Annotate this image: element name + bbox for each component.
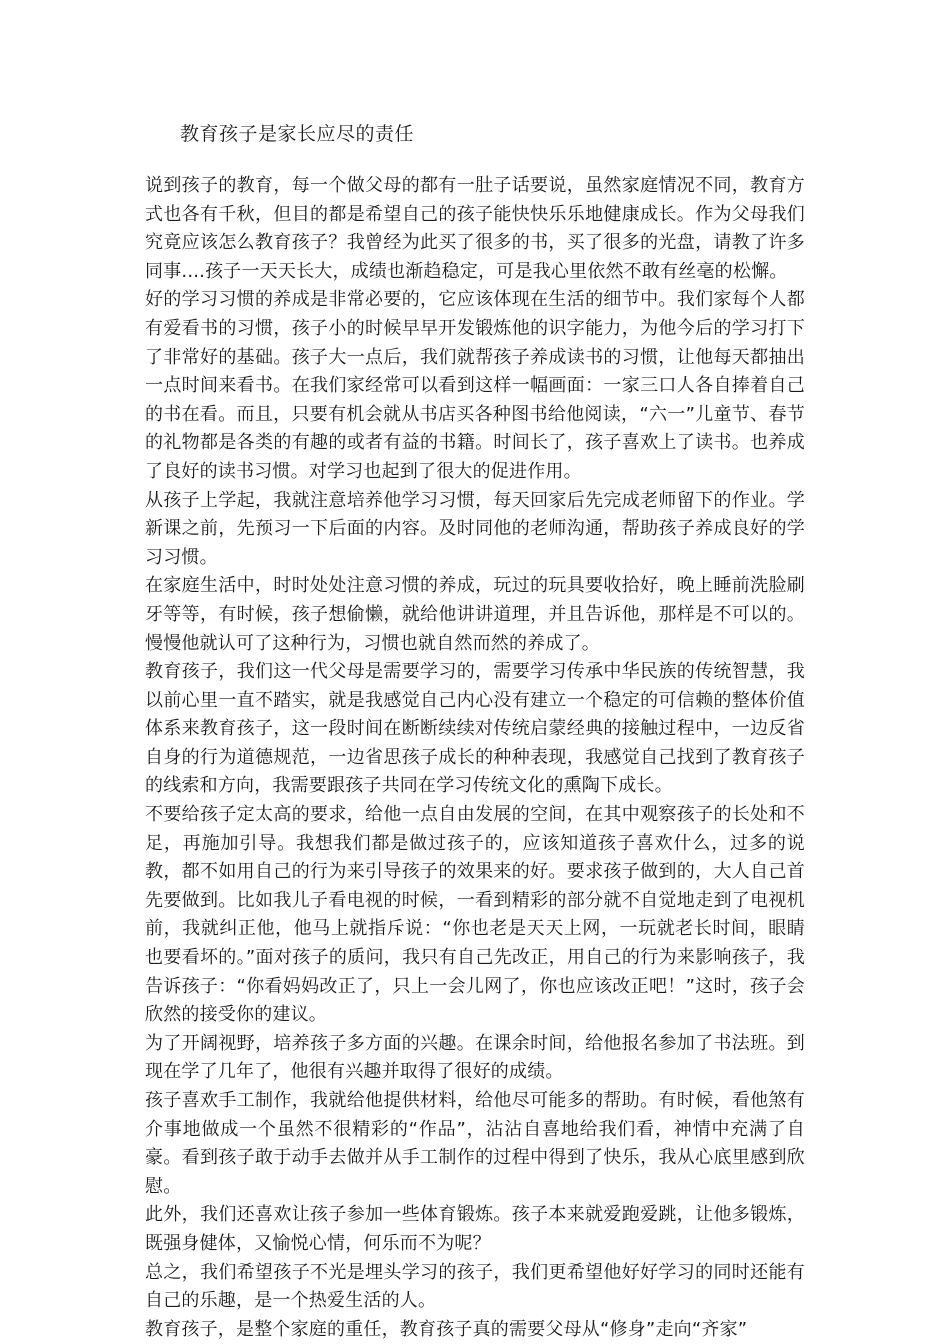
paragraph: 不要给孩子定太高的要求，给他一点自由发展的空间，在其中观察孩子的长处和不足，再施加引导。我想我们都是做过孩子的，应该知道孩子喜欢什么，过多的说教，都不如用自己的行为来引导孩子的效果来的好。要求孩子做到的，大人自己首先要做到。比如我儿子看电视的时候，一看到精彩的部分就不自觉地走到了电视机前，我就纠正他，他马上就指斥说：“你也老是天天上网，一玩就老长时间，眼睛也要看坏的。”面对孩子的质问，我只有自己先改正，用自己的行为来影响孩子，我告诉孩子：“你看妈妈改正了，只上一会儿网了，你也应该改正吧！”这时，孩子会欣然的接受你的建议。 [145, 804, 805, 1026]
paragraph: 在家庭生活中，时时处处注意习惯的养成，玩过的玩具要收拾好，晚上睡前洗脸刷牙等等，有时候，孩子想偷懒，就给他讲讲道理，并且告诉他，那样是不可以的。慢慢他就认可了这种行为，习惯也就自然而然的养成了。 [145, 575, 805, 654]
paragraph: 好的学习习惯的养成是非常必要的，它应该体现在生活的细节中。我们家每个人都有爱看书的习惯，孩子小的时候早早开发锻炼他的识字能力，为他今后的学习打下了非常好的基础。孩子大一点后，我们就帮孩子养成读书的习惯，让他每天都抽出一点时间来看书。在我们家经常可以看到这样一幅画面：一家三口人各自捧着自己的书在看。而且，只要有机会就从书店买各种图书给他阅读，“六一”儿童节、春节的礼物都是各类的有趣的或者有益的书籍。时间长了，孩子喜欢上了读书。也养成了良好的读书习惯。对学习也起到了很大的促进作用。 [145, 289, 805, 482]
document-body [145, 172, 805, 1344]
paragraph: 此外，我们还喜欢让孩子参加一些体育锻炼。孩子本来就爱跑爱跳，让他多锻炼，既强身健体，又愉悦心情，何乐而不为呢？ [145, 1204, 805, 1254]
paragraph: 教育孩子，我们这一代父母是需要学习的，需要学习传承中华民族的传统智慧，我以前心里一直不踏实，就是我感觉自己内心没有建立一个稳定的可信赖的整体价值体系来教育孩子，这一段时间在断断续续对传统启蒙经典的接触过程中，一边反省自身的行为道德规范，一边省思孩子成长的种种表现，我感觉自己找到了教育孩子的线索和方向，我需要跟孩子共同在学习传统文化的熏陶下成长。 [145, 661, 805, 797]
paragraph: 从孩子上学起，我就注意培养他学习习惯，每天回家后先完成老师留下的作业。学新课之前，先预习一下后面的内容。及时同他的老师沟通，帮助孩子养成良好的学习习惯。 [145, 489, 805, 568]
document-title: 教育孩子是家长应尽的责任 [180, 123, 415, 145]
paragraph: 教育孩子，是整个家庭的重任，教育孩子真的需要父母从“修身”走向“齐家” [145, 1318, 748, 1340]
paragraph: 孩子喜欢手工制作，我就给他提供材料，给他尽可能多的帮助。有时候，看他煞有介事地做成一个虽然不很精彩的“作品”，沾沾自喜地给我们看，神情中充满了自豪。看到孩子敢于动手去做并从手工制作的过程中得到了快乐，我从心底里感到欣慰。 [145, 1090, 805, 1197]
paragraph: 为了开阔视野，培养孩子多方面的兴趣。在课余时间，给他报名参加了书法班。到现在学了几年了，他很有兴趣并取得了很好的成绩。 [145, 1032, 805, 1083]
paragraph: 总之，我们希望孩子不光是埋头学习的孩子，我们更希望他好好学习的同时还能有自己的乐趣，是一个热爱生活的人。 [145, 1261, 805, 1312]
paragraph: 说到孩子的教育，每一个做父母的都有一肚子话要说，虽然家庭情况不同，教育方式也各有千秋，但目的都是希望自己的孩子能快快乐乐地健康成长。作为父母我们究竟应该怎么教育孩子？我曾经为此买了很多的书，买了很多的光盘，请教了许多同事....孩子一天天长大，成绩也渐趋稳定，可是我心里依然不敢有丝毫的松懈。 [145, 175, 805, 282]
